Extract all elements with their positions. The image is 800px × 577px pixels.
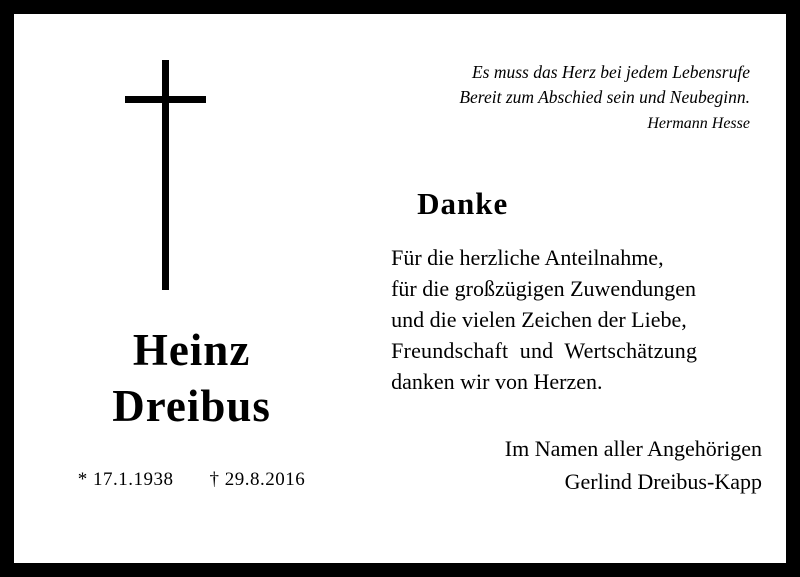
cross-vertical-bar <box>162 60 169 290</box>
right-column <box>369 14 786 563</box>
notice-inner-frame <box>12 12 788 565</box>
verse-author: Hermann Hesse <box>647 115 750 132</box>
thanks-body-line: Freundschaft und Wertschätzung <box>391 338 698 363</box>
death-date: † 29.8.2016 <box>209 469 306 490</box>
deceased-first-name: Heinz <box>132 325 251 375</box>
thanks-body-line: und die vielen Zeichen der Liebe, <box>391 307 687 332</box>
birth-date: * 17.1.1938 <box>77 469 174 490</box>
thanks-body-line: danken wir von Herzen. <box>391 369 603 394</box>
signature-block <box>369 432 762 498</box>
thanks-heading: Danke <box>417 186 509 221</box>
thanks-body-line: Für die herzliche Anteilnahme, <box>391 245 664 270</box>
signature-line-1: Im Namen aller Angehörigen <box>504 436 762 461</box>
verse-line-2: Bereit zum Abschied sein und Neubeginn. <box>459 87 750 107</box>
left-column <box>14 14 369 563</box>
cross-horizontal-bar <box>125 96 206 103</box>
thanks-body <box>391 242 762 397</box>
deceased-name <box>14 322 369 434</box>
deceased-last-name: Dreibus <box>112 381 271 431</box>
notice-columns <box>14 14 786 563</box>
thanks-body-line: für die großzügigen Zuwendungen <box>391 276 696 301</box>
life-dates <box>14 469 369 491</box>
verse-line-1: Es muss das Herz bei jedem Lebensrufe <box>471 62 750 82</box>
signature-line-2: Gerlind Dreibus-Kapp <box>564 469 762 494</box>
memorial-verse <box>459 60 750 136</box>
